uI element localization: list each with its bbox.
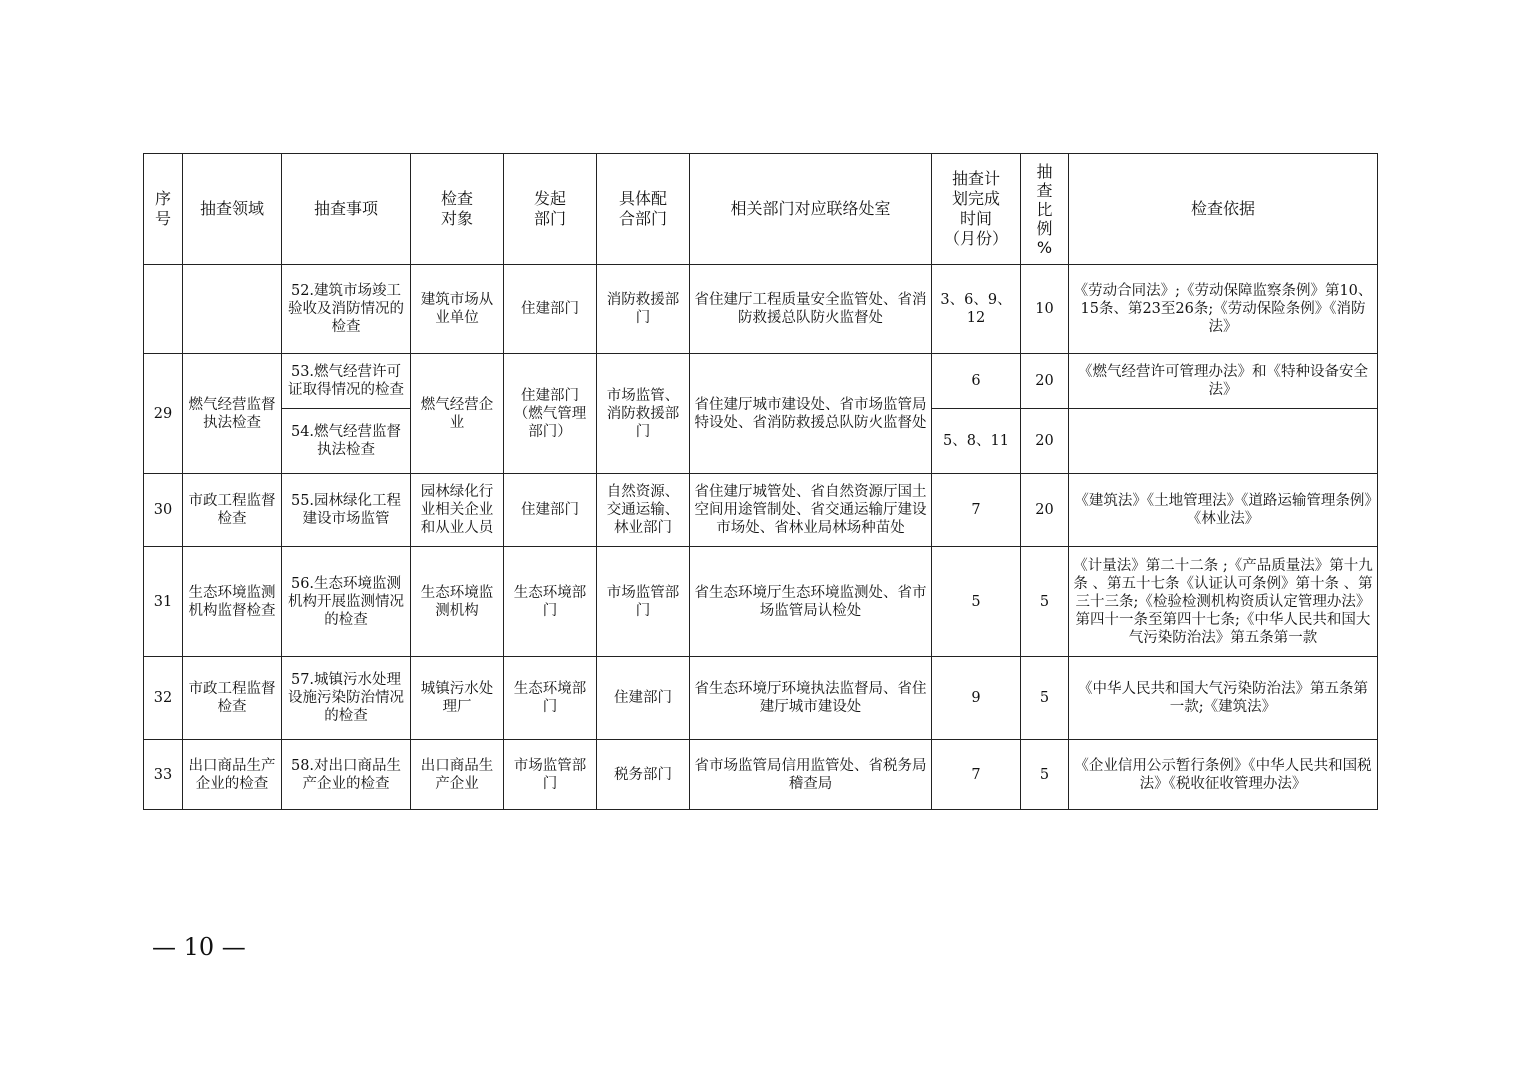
- cell-basis: 《企业信用公示暂行条例》《中华人民共和国税法》《税收征收管理办法》: [1069, 740, 1378, 810]
- cell-dept: 住建部门: [504, 265, 597, 354]
- cell-office: 省市场监管局信用监管处、省税务局稽查局: [690, 740, 932, 810]
- header-row: [144, 154, 1378, 265]
- cell-office: 省住建厅城管处、省自然资源厅国土空间用途管制处、省交通运输厅建设市场处、省林业局林场种苗处: [690, 474, 932, 547]
- cell-time: 5、8、11: [932, 409, 1021, 474]
- cell-seq: 32: [144, 657, 183, 740]
- cell-field: 出口商品生产企业的检查: [183, 740, 282, 810]
- col-header-office: 相关部门对应联络处室: [690, 154, 932, 265]
- col-header-time: 抽查计 划完成 时间 （月份）: [932, 154, 1021, 265]
- col-header-basis: 检查依据: [1069, 154, 1378, 265]
- col-header-item: 抽查事项: [282, 154, 411, 265]
- cell-ratio: 5: [1021, 657, 1069, 740]
- cell-item: 55.园林绿化工程建设市场监管: [282, 474, 411, 547]
- cell-target: 出口商品生产企业: [411, 740, 504, 810]
- cell-coop: 住建部门: [597, 657, 690, 740]
- cell-seq: 30: [144, 474, 183, 547]
- cell-item: 52.建筑市场竣工验收及消防情况的检查: [282, 265, 411, 354]
- cell-dept: 生态环境部门: [504, 657, 597, 740]
- col-header-coop: 具体配 合部门: [597, 154, 690, 265]
- table-row: [144, 265, 1378, 354]
- cell-basis: 《建筑法》《土地管理法》《道路运输管理条例》《林业法》: [1069, 474, 1378, 547]
- cell-office: 省生态环境厅生态环境监测处、省市场监管局认检处: [690, 547, 932, 657]
- cell-field: 市政工程监督检查: [183, 657, 282, 740]
- cell-time: 9: [932, 657, 1021, 740]
- cell-basis: 《劳动合同法》;《劳动保障监察条例》第10、15条、第23至26条;《劳动保险条例》《消防法》: [1069, 265, 1378, 354]
- cell-item: 56.生态环境监测机构开展监测情况的检查: [282, 547, 411, 657]
- col-header-field: 抽查领域: [183, 154, 282, 265]
- cell-ratio: 20: [1021, 409, 1069, 474]
- col-header-seq: 序 号: [144, 154, 183, 265]
- cell-seq: 31: [144, 547, 183, 657]
- table-row: [144, 547, 1378, 657]
- col-header-target: 检查 对象: [411, 154, 504, 265]
- cell-basis: 《计量法》第二十二条 ;《产品质量法》第十九条 、第五十七条《认证认可条例》第十条 、第三十三条;《检验检测机构资质认定管理办法》第四十一条至第四十七条;《中华人民共和国大气污染防治法》第五条第一款: [1069, 547, 1378, 657]
- cell-dept: 市场监管部门: [504, 740, 597, 810]
- cell-coop: 市场监管部门: [597, 547, 690, 657]
- cell-field: 市政工程监督检查: [183, 474, 282, 547]
- cell-ratio: 10: [1021, 265, 1069, 354]
- cell-time: 6: [932, 354, 1021, 409]
- cell-basis: [1069, 409, 1378, 474]
- cell-basis: 《中华人民共和国大气污染防治法》第五条第一款;《建筑法》: [1069, 657, 1378, 740]
- cell-ratio: 5: [1021, 740, 1069, 810]
- page-number: — 10 —: [152, 933, 246, 961]
- cell-dept: 生态环境部门: [504, 547, 597, 657]
- cell-dept: 住建部门: [504, 474, 597, 547]
- cell-basis: 《燃气经营许可管理办法》和《特种设备安全法》: [1069, 354, 1378, 409]
- cell-seq: 33: [144, 740, 183, 810]
- cell-seq: [144, 265, 183, 354]
- cell-office: 省住建厅城市建设处、省市场监管局特设处、省消防救援总队防火监督处: [690, 354, 932, 474]
- cell-item: 57.城镇污水处理设施污染防治情况的检查: [282, 657, 411, 740]
- col-header-ratio: 抽 查 比 例 %: [1021, 154, 1069, 265]
- cell-item: 58.对出口商品生产企业的检查: [282, 740, 411, 810]
- cell-coop: 自然资源、交通运输、林业部门: [597, 474, 690, 547]
- cell-target: 园林绿化行业相关企业和从业人员: [411, 474, 504, 547]
- cell-time: 7: [932, 740, 1021, 810]
- table-row: [144, 740, 1378, 810]
- cell-ratio: 20: [1021, 474, 1069, 547]
- cell-time: 7: [932, 474, 1021, 547]
- table-row: [144, 474, 1378, 547]
- cell-coop: 消防救援部门: [597, 265, 690, 354]
- cell-time: 5: [932, 547, 1021, 657]
- cell-seq: 29: [144, 354, 183, 474]
- cell-office: 省住建厅工程质量安全监管处、省消防救援总队防火监督处: [690, 265, 932, 354]
- col-header-dept: 发起 部门: [504, 154, 597, 265]
- cell-ratio: 20: [1021, 354, 1069, 409]
- cell-target: 生态环境监测机构: [411, 547, 504, 657]
- cell-ratio: 5: [1021, 547, 1069, 657]
- cell-coop: 税务部门: [597, 740, 690, 810]
- cell-field: 燃气经营监督执法检查: [183, 354, 282, 474]
- cell-target: 燃气经营企业: [411, 354, 504, 474]
- cell-item: 53.燃气经营许可证取得情况的检查: [282, 354, 411, 409]
- table-row: [144, 354, 1378, 409]
- cell-field: 生态环境监测机构监督检查: [183, 547, 282, 657]
- cell-item: 54.燃气经营监督执法检查: [282, 409, 411, 474]
- cell-field: [183, 265, 282, 354]
- cell-office: 省生态环境厅环境执法监督局、省住建厅城市建设处: [690, 657, 932, 740]
- inspection-table: [143, 153, 1378, 810]
- cell-coop: 市场监管、消防救援部门: [597, 354, 690, 474]
- table-row: [144, 657, 1378, 740]
- cell-time: 3、6、9、12: [932, 265, 1021, 354]
- cell-target: 城镇污水处理厂: [411, 657, 504, 740]
- cell-target: 建筑市场从业单位: [411, 265, 504, 354]
- cell-dept: 住建部门（燃气管理部门）: [504, 354, 597, 474]
